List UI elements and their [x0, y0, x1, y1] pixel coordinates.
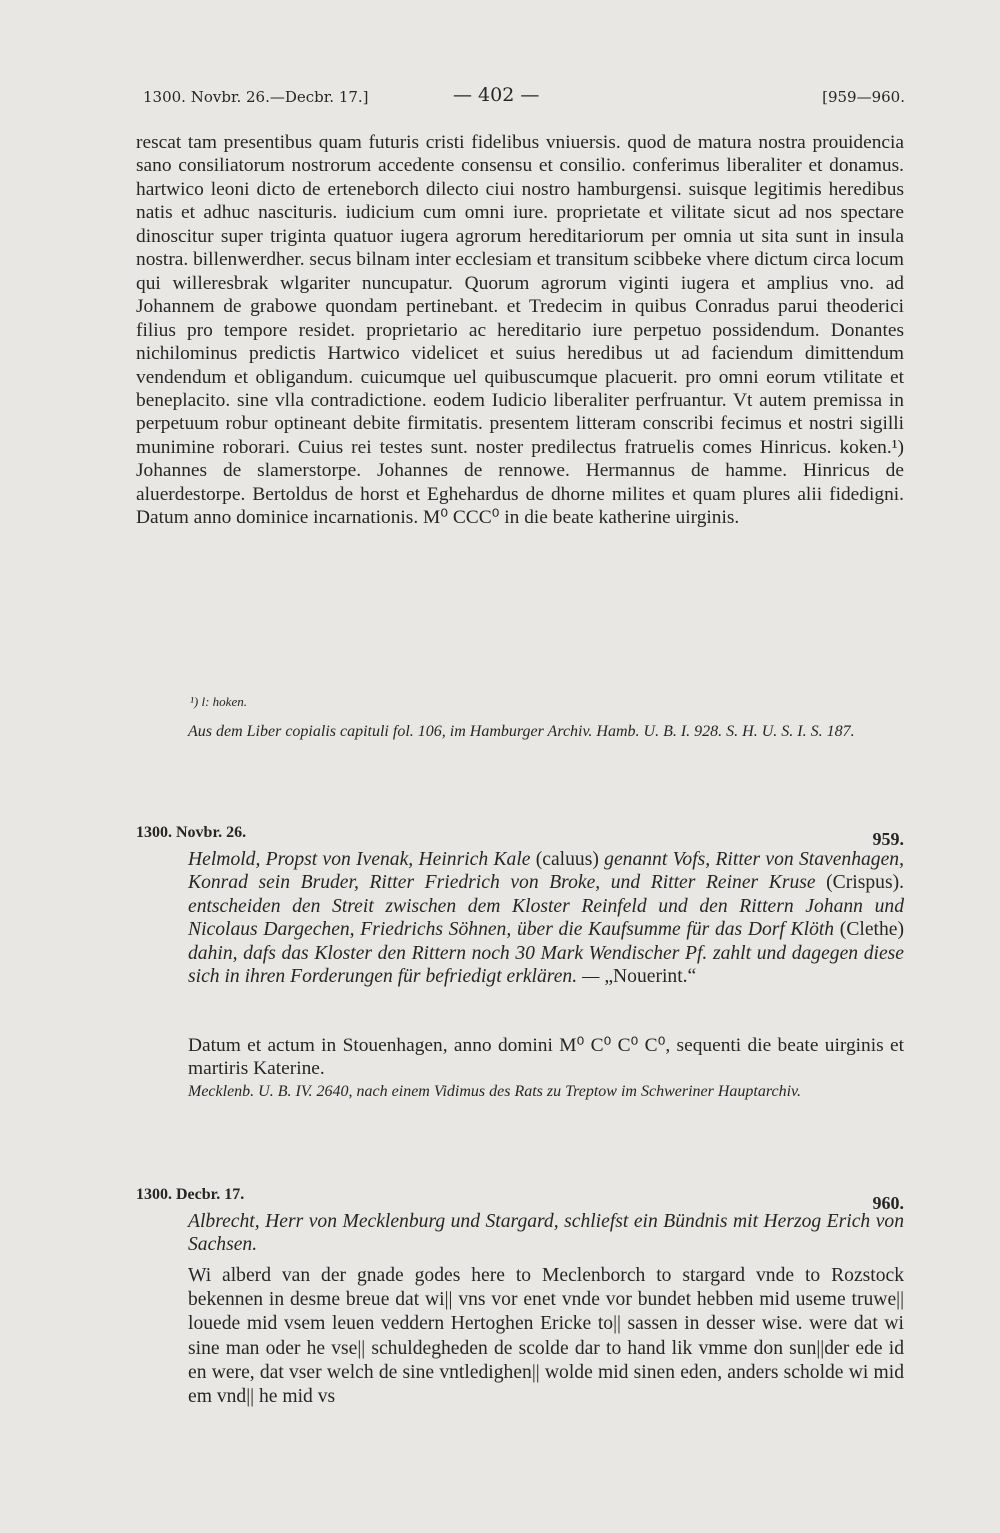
summary-segment: (caluus): [535, 849, 605, 870]
summary-segment: dahin, dafs das Kloster den Rittern noch 30 Mark Wendischer Pf. zahlt und dagegen diese sich in ihren Forderungen für befriedigt erklären. —: [188, 942, 904, 988]
summary-segment: Helmold, Propst von Ivenak, Heinrich Kale: [188, 849, 536, 870]
entry-959-heading: [136, 820, 904, 850]
footnote: ¹) l: hoken.: [190, 694, 247, 709]
entry-959-number: 959.: [872, 829, 904, 849]
entry-960-date: 1300. Decbr. 17.: [136, 1186, 245, 1203]
entry-959-summary-text: [136, 848, 904, 988]
entry-960-heading: [136, 1182, 904, 1212]
footnote-block: [190, 690, 904, 713]
entry-959-source-block: [136, 1082, 904, 1102]
entry-960-summary-text: Albrecht, Herr von Mecklenburg und Stargard, schliefst ein Bündnis mit Herzog Erich von Sachsen.: [188, 1211, 904, 1256]
source-note-block: [136, 722, 904, 742]
page-number: — 402 —: [453, 84, 540, 106]
entry-960-number: 960.: [872, 1193, 904, 1213]
summary-segment: „Nouerint.“: [604, 966, 697, 988]
summary-segment: entscheiden den Streit zwischen dem Kloster Reinfeld und den Rittern Johann und Nicolaus Dargechen, Friedrichs Söhnen, über die Kaufsumme für das Dorf Klöth: [188, 895, 904, 941]
entry-960-text-block: [136, 1264, 904, 1409]
charter-body-text: rescat tam presentibus quam futuris cristi fidelibus vniuersis. quod de matura nostra prouidencia sano consiliatorum nostrorum accedente consensu et consilio. conferimus liberaliter et donamus. hartwico leoni dicto de erteneborch dilecto ciui nostro hamburgensi. suisque legitimis heredibus natis et adhuc nascituris. iudicium cum omni iure. proprietate et vilitate sicut ad nos spectare dinoscitur super triginta quatuor iugera agrorum hereditariorum per omnia ut sita sunt in insula nostra. billenwerdher. secus bilnam inter ecclesiam et transitum scibbeke vhere dictum circa locum qui willeresbrak wlgariter nuncupatur. Quorum agrorum viginti iugera et amplius vno. ad Johannem de grabowe quondam pertinebant. et Tredecim in quibus Conradus parui theoderici filius pro tempore residet. proprietario ac hereditario iure perpetuo possidendum. Donantes nichilominus predictis Hartwico videlicet et suius heredibus ut ad faciendum dimittendum vendendum et obligandum. cuicumque uel quibuscumque placuerit. pro omni eorum vtilitate et beneplacito. sine vlla contradictione. eodem Iudicio liberaliter perfruantur. Vt autem premissa in perpetuum robur optineant debite firmitatis. presentem litteram conscribi fecimus et nostri sigilli munimine roborari. Cuius rei testes sunt. noster predilectus fratruelis comes Hinricus. koken.¹) Johannes de slamerstorpe. Johannes de rennowe. Hermannus de hamme. Hinricus de aluerdestorpe. Bertoldus de horst et Eghehardus de dhorne milites et quam plures alii fidedigni. Datum anno dominice incarnationis. M⁰ CCC⁰ in die beate katherine uirginis.: [136, 132, 904, 529]
charter-text-block: [136, 131, 904, 530]
header-date-range: 1300. Novbr. 26.—Decbr. 17.]: [143, 88, 369, 106]
entry-960-text: Wi alberd van der gnade godes here to Meclenborch to stargard vnde to Rozstock bekennen in desme breue dat wi|| vns vor enet vnde vor bundet hebben mid useme truwe|| louede mid vsem leuen veddern Hertoghen Ericke to|| sassen in desser wise. were dat wi sine man oder he vse|| schuldegheden de scolde dar to hand lik vmme don sun||der ede id en were, dat vser welch de sine vntledighen|| wolde mid sinen eden, anders scholde wi mid em vnd|| he mid vs: [188, 1265, 904, 1408]
running-header: [143, 86, 905, 110]
entry-959-date: 1300. Novbr. 26.: [136, 824, 247, 841]
entry-959-summary: [136, 848, 904, 988]
source-note: Aus dem Liber copialis capituli fol. 106, im Hamburger Archiv. Hamb. U. B. I. 928. S. H. U. S. I. S. 187.: [188, 723, 855, 740]
entry-960-summary: [136, 1210, 904, 1257]
entry-959-text: Datum et actum in Stouenhagen, anno domini M⁰ C⁰ C⁰ C⁰, sequenti die beate uirginis et martiris Katerine.: [188, 1035, 904, 1080]
entry-959-source: Mecklenb. U. B. IV. 2640, nach einem Vidimus des Rats zu Treptow im Schweriner Hauptarchiv.: [188, 1083, 801, 1100]
summary-segment: (Crispus).: [826, 872, 904, 894]
header-entry-range: [959—960.: [822, 88, 905, 106]
entry-959-text-block: [136, 1034, 904, 1081]
summary-segment: (Clethe): [839, 919, 904, 941]
summary-segment: genannt Vofs, Ritter von Stavenhagen, Konrad sein Bruder, Ritter Friedrich von Broke, und Ritter Reiner Kruse: [188, 849, 904, 894]
